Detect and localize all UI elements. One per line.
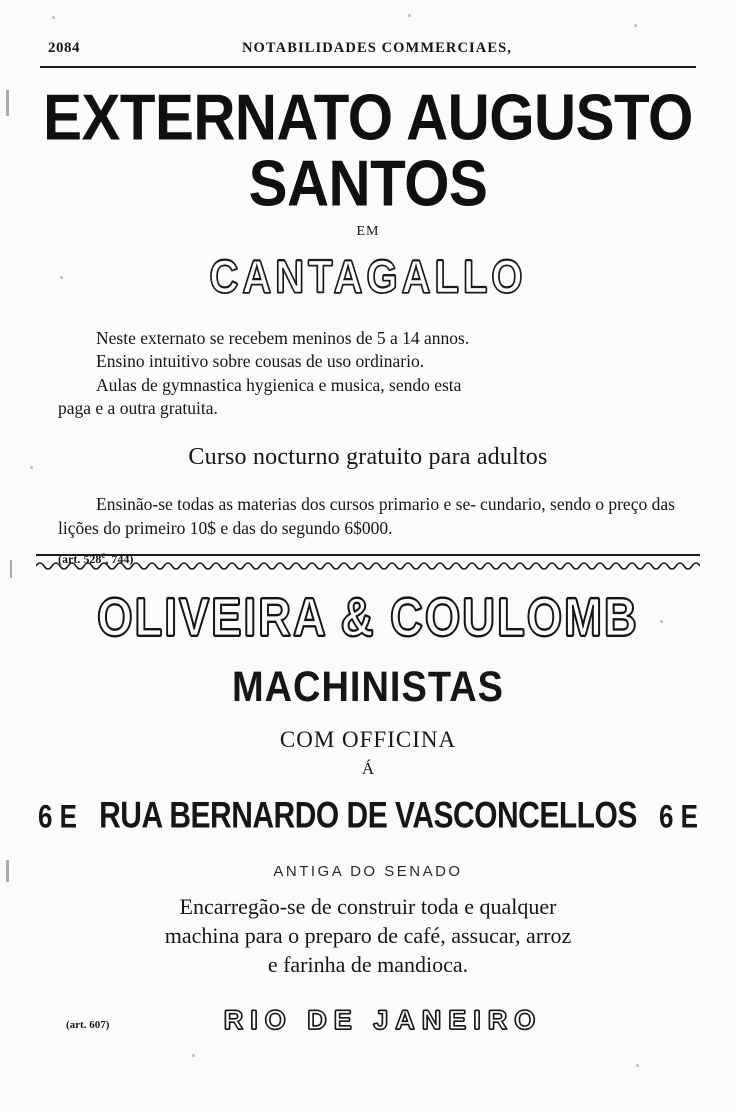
oliveira-city-row — [36, 1005, 700, 1045]
scan-speckle — [408, 14, 411, 17]
externato-article-note-sup: c — [101, 549, 106, 560]
street-name: RUA BERNARDO DE VASCONCELLOS — [99, 795, 637, 837]
externato-p2-line3: segundo 6$000. — [281, 517, 393, 538]
oliveira-a-mark: Á — [361, 759, 375, 778]
externato-p1-line2: Ensino intuitivo sobre cousas de uso ordinario. — [96, 351, 425, 372]
page-folio: 2084 — [48, 40, 80, 56]
scan-artifact — [6, 90, 9, 116]
oliveira-title: OLIVEIRA & COULOMB — [97, 588, 639, 648]
externato-article-note-main: (art. 528 — [58, 551, 102, 566]
oliveira-sales-line3: e farinha de mandioca. — [267, 952, 469, 978]
externato-p1-line1: Neste externato se recebem meninos de 5 a 14 annos. — [96, 328, 470, 349]
externato-em-label: EM — [356, 224, 380, 240]
separator-rule — [36, 554, 700, 556]
oliveira-article-note: (art. 607) — [66, 1019, 110, 1032]
advertisement-oliveira-coulomb — [36, 588, 700, 1045]
oliveira-city: RIO DE JANEIRO — [223, 1005, 543, 1036]
externato-p1-line4: paga e a outra gratuita. — [58, 397, 218, 418]
externato-paragraph-2 — [40, 493, 696, 540]
scan-artifact — [6, 860, 9, 882]
street-number-left: 6 E — [38, 797, 78, 835]
scan-speckle — [636, 1064, 639, 1067]
running-head — [42, 38, 694, 60]
externato-title: EXTERNATO AUGUSTO SANTOS — [43, 80, 693, 220]
externato-subhead: Curso nocturno gratuito para adultos — [188, 444, 548, 471]
section-separator — [36, 551, 700, 576]
scan-speckle — [52, 16, 55, 19]
scan-speckle — [30, 466, 33, 469]
oliveira-subtitle: MACHINISTAS — [231, 664, 505, 712]
scan-artifact — [10, 560, 12, 578]
oliveira-sales-text — [36, 892, 700, 979]
externato-paragraph-1 — [40, 327, 696, 420]
oliveira-street-line — [36, 795, 700, 838]
externato-p2-line2: cundario, sendo o preço das lições do primeiro 10$ e das do — [58, 494, 675, 538]
scan-speckle — [634, 24, 637, 27]
externato-place: CANTAGALLO — [209, 252, 527, 303]
externato-article-note-rest: , 744) — [105, 551, 134, 566]
separator-wave-icon — [36, 558, 700, 574]
externato-p1-line3: Aulas de gymnastica hygienica e musica, sendo esta — [96, 374, 462, 395]
oliveira-former-street-name: ANTIGA DO SENADO — [273, 863, 463, 880]
advertisement-externato — [40, 78, 696, 567]
header-rule — [40, 66, 696, 68]
oliveira-sales-line1: Encarregão-se de construir toda e qualquer — [179, 894, 557, 919]
oliveira-com-officina: COM OFFICINA — [279, 727, 457, 752]
externato-p2-line1: Ensinão-se todas as materias dos cursos primario e se- — [96, 494, 477, 515]
street-number-right: 6 E — [658, 797, 698, 835]
scan-speckle — [192, 1054, 195, 1057]
oliveira-sales-line2: machina para o preparo de café, assucar, arroz — [164, 923, 572, 949]
running-head-title: NOTABILIDADES COMMERCIAES, — [241, 40, 513, 56]
